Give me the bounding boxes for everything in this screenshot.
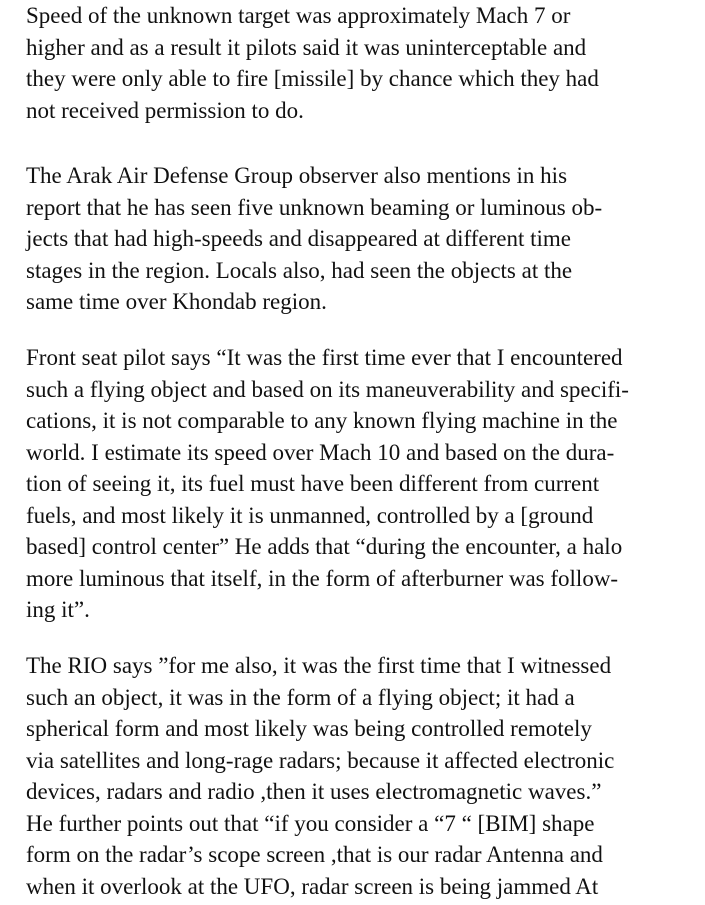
text-line: more luminous that itself, in the form of afterburner was follow- bbox=[26, 565, 619, 591]
text-line: report that he has seen five unknown beaming or luminous ob- bbox=[26, 194, 603, 220]
text-line: Front seat pilot says “It was the first time ever that I encountered bbox=[26, 345, 623, 370]
text-line: when it overlook at the UFO, radar screen is being jammed At bbox=[26, 873, 599, 899]
text-line: He further points out that “if you consider a “7 “ [BIM] shape bbox=[26, 810, 595, 836]
text-line: based] control center” He adds that “during the encounter, a halo bbox=[26, 534, 623, 559]
text-line: The RIO says ”for me also, it was the first time that I witnessed bbox=[26, 653, 612, 678]
text-line: such an object, it was in the form of a flying object; it had a bbox=[26, 684, 575, 710]
text-line: devices, radars and radio ,then it uses electromagnetic waves.” bbox=[26, 779, 602, 804]
paragraph-arak-observer bbox=[26, 160, 705, 318]
text-line: such a flying object and based on its maneuverability and specifi- bbox=[26, 376, 629, 402]
paragraph-mach-7-speed bbox=[26, 0, 705, 126]
text-line: The Arak Air Defense Group observer also mentions in his bbox=[26, 163, 568, 188]
text-line: via satellites and long-rage radars; because it affected electronic bbox=[26, 747, 615, 773]
text-line: spherical form and most likely was being controlled remotely bbox=[26, 716, 592, 741]
text-line: ing it”. bbox=[26, 597, 90, 622]
text-line: jects that had high-speeds and disappeared at different time bbox=[26, 226, 571, 251]
text-line: world. I estimate its speed over Mach 10 and based on the dura- bbox=[26, 439, 615, 465]
text-line: cations, it is not comparable to any known flying machine in the bbox=[26, 408, 618, 433]
text-line: not received permission to do. bbox=[26, 97, 304, 123]
text-line: Speed of the unknown target was approximately Mach 7 or bbox=[26, 3, 571, 28]
paragraph-rio-statement bbox=[26, 650, 705, 902]
paragraph-front-seat-pilot bbox=[26, 342, 705, 626]
text-line: tion of seeing it, its fuel must have been different from current bbox=[26, 471, 600, 496]
text-line: same time over Khondab region. bbox=[26, 289, 327, 314]
text-line: stages in the region. Locals also, had seen the objects at the bbox=[26, 257, 573, 283]
text-line: fuels, and most likely it is unmanned, controlled by a [ground bbox=[26, 502, 594, 528]
text-line: form on the radar’s scope screen ,that is our radar Antenna and bbox=[26, 842, 603, 867]
text-line: higher and as a result it pilots said it was uninterceptable and bbox=[26, 34, 587, 60]
text-line: they were only able to fire [missile] by chance which they had bbox=[26, 66, 599, 91]
